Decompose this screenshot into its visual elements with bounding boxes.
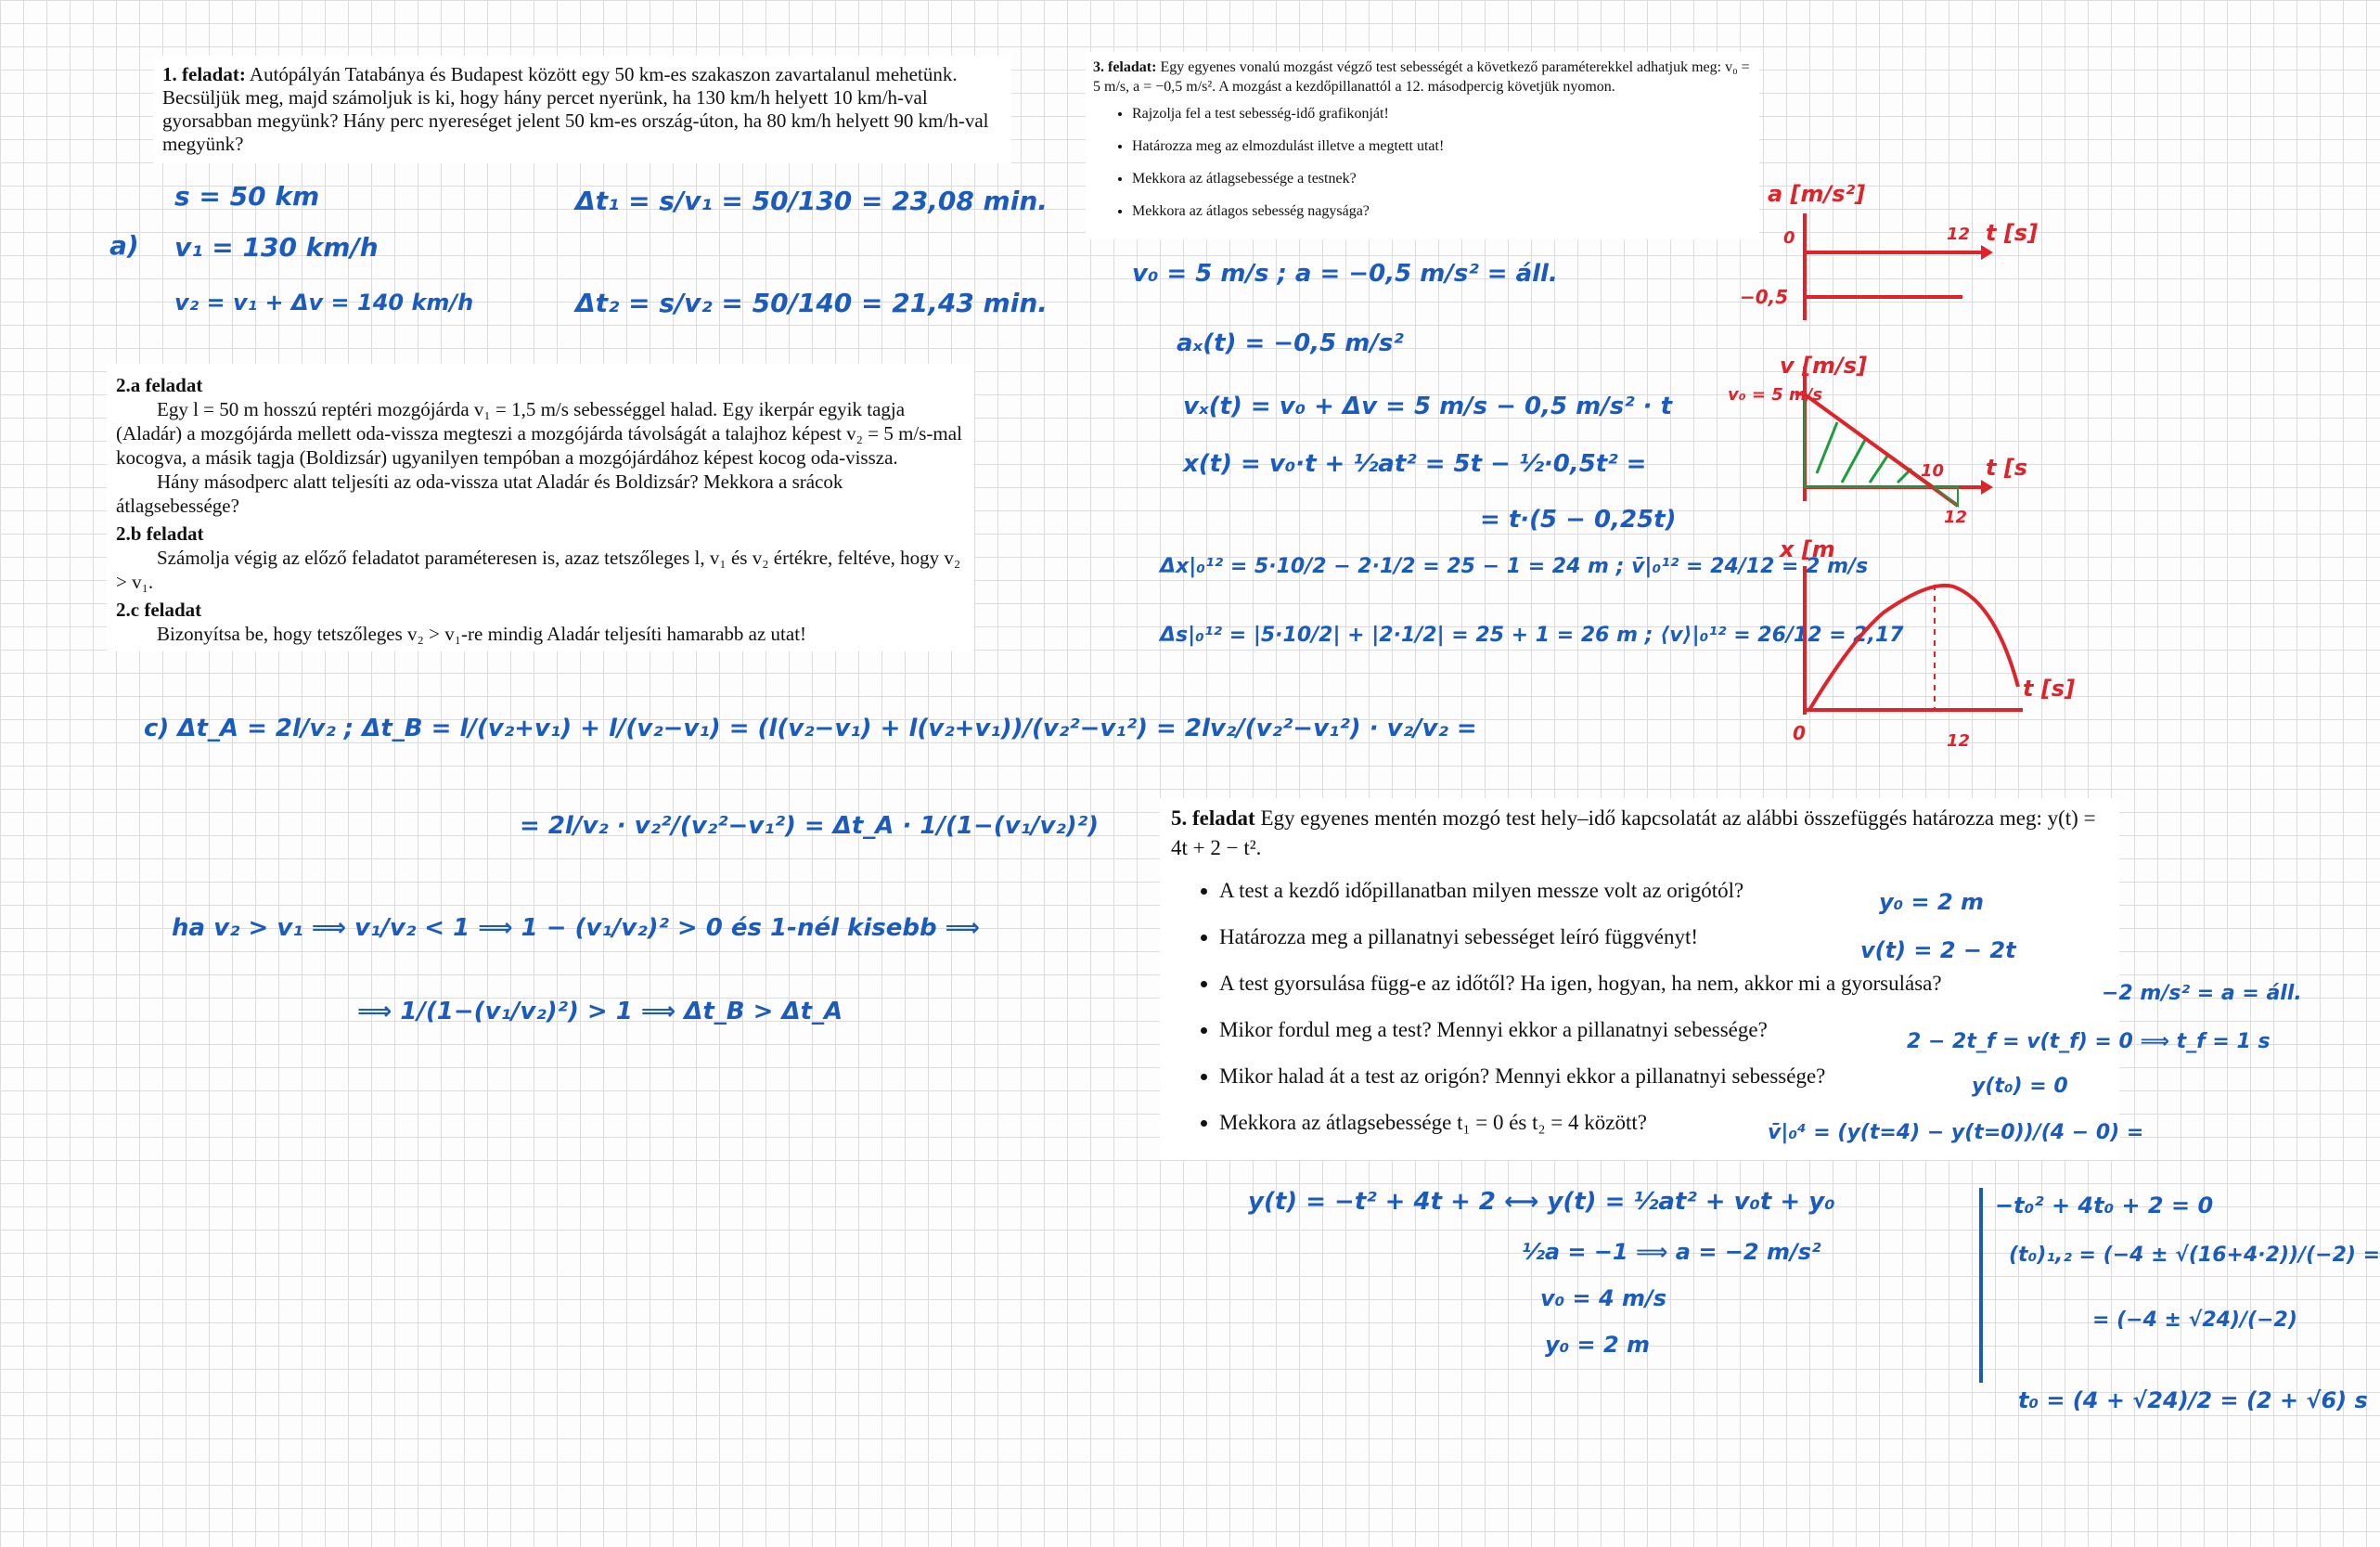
problem-2b-title: 2.b feladat — [116, 522, 204, 545]
x-graph-origin: 0 — [1793, 722, 1806, 744]
note-3-line2: aₓ(t) = −0,5 m/s² — [1177, 329, 1404, 357]
note-2c-line2: = 2l/v₂ · v₂²/(v₂²−v₁²) = Δt_A · 1/(1−(v₁/v₂)²) — [520, 812, 1099, 840]
note-1-s: s = 50 km — [174, 181, 320, 212]
note-1-dt2: Δt₂ = s/v₂ = 50/140 = 21,43 min. — [575, 288, 1048, 318]
v-graph-v0-label: v₀ = 5 m/s — [1728, 385, 1823, 405]
problem-5-title: 5. feladat — [1171, 806, 1255, 830]
problem-5-bullet: • Mekkora az átlagsebessége t₁ = 0 és t₂ = 4 között? — [1219, 1108, 2108, 1138]
problem-5-bullet: • Mikor fordul meg a test? Mennyi ekkor a pillanatnyi sebessége? — [1219, 1015, 2108, 1045]
note-5-ans3: −2 m/s² = a = áll. — [2102, 982, 2302, 1005]
a-graph-axis-label: a [m/s²] — [1768, 181, 1866, 207]
note-5-root3: = (−4 ± √24)/(−2) — [2092, 1309, 2297, 1332]
problem-2a-title: 2.a feladat — [116, 374, 203, 396]
x-graph-axis-label: x [m — [1780, 536, 1835, 562]
note-5-eq3: v₀ = 4 m/s — [1540, 1285, 1667, 1311]
x-graph-t-label: t [s] — [2023, 676, 2076, 702]
note-3-line3: vₓ(t) = v₀ + Δv = 5 m/s − 0,5 m/s² · t — [1183, 393, 1673, 420]
note-5-eq4: y₀ = 2 m — [1545, 1332, 1651, 1358]
note-5-ans4: 2 − 2t_f = v(t_f) = 0 ⟹ t_f = 1 s — [1907, 1030, 2271, 1053]
note-3-line5: = t·(5 − 0,25t) — [1480, 506, 1677, 534]
note-5-root4: t₀ = (4 + √24)/2 = (2 + √6) s — [2018, 1387, 2368, 1413]
problem-3-title: 3. feladat: — [1093, 59, 1157, 75]
note-5-root1: −t₀² + 4t₀ + 2 = 0 — [1995, 1192, 2214, 1218]
x-graph-tick-12: 12 — [1947, 731, 1971, 751]
note-3-line1: v₀ = 5 m/s ; a = −0,5 m/s² = áll. — [1132, 260, 1558, 288]
note-5-ans1: y₀ = 2 m — [1879, 889, 1985, 915]
problem-5-bullet: • A test gyorsulása függ-e az időtől? Ha igen, hogyan, ha nem, akkor mi a gyorsulása? — [1219, 969, 2108, 999]
problem-3-bullet: • Határozza meg az elmozdulást illetve a megtett utat! — [1132, 136, 1752, 156]
problem-5-bullet: • Határozza meg a pillanatnyi sebességet leíró függvényt! — [1219, 922, 2108, 952]
note-3-line6: Δx|₀¹² = 5·10/2 − 2·1/2 = 25 − 1 = 24 m ; v̄|₀¹² = 24/12 = 2 m/s — [1160, 555, 1869, 578]
problem-5-bullet: • Mikor halad át a test az origón? Mennyi ekkor a pillanatnyi sebessége? — [1219, 1062, 2108, 1091]
note-5-ans6: v̄|₀⁴ = (y(t=4) − y(t=0))/(4 − 0) = — [1768, 1121, 2144, 1144]
note-5-root2: (t₀)₁,₂ = (−4 ± √(16+4·2))/(−2) = — [2009, 1244, 2380, 1267]
note-3-line4: x(t) = v₀·t + ½at² = 5t − ½·0,5t² = — [1183, 450, 1647, 478]
note-5-eq1: y(t) = −t² + 4t + 2 ⟷ y(t) = ½at² + v₀t + y₀ — [1248, 1188, 1835, 1216]
note-2c-line4: ⟹ 1/(1−(v₁/v₂)²) > 1 ⟹ Δt_B > Δt_A — [357, 998, 843, 1025]
note-1-a-label: a) — [109, 230, 139, 261]
problem-3-body: Egy egyenes vonalú mozgást végző test sebességét a következő paraméterekkel adhatjuk meg: v₀ = 5 m/s, a = −0,5 m/s². A mozgást a kezdőpillanattól a 12. másodpercig követjük nyomon. — [1093, 59, 1750, 95]
problem-2a-text: Egy l = 50 m hosszú reptéri mozgójárda v₁ = 1,5 m/s sebességgel halad. Egy ikerpár egyik tagja (Aladár) a mozgójárda mellett oda-vissza megteszi a mozgójárda távolságát a talajhoz képest v₂ = 5 m/s-mal kocogva, a másik tagja (Boldizsár) ugyanilyen tempóban a mozgójárdához képest kocog oda-vissza. — [116, 398, 962, 469]
problem-2c-title: 2.c feladat — [116, 599, 202, 621]
v-graph-tick-10: 10 — [1921, 461, 1945, 481]
problem-1-title: 1. feladat: — [162, 63, 246, 85]
note-5-eq2: ½a = −1 ⟹ a = −2 m/s² — [1522, 1239, 1821, 1265]
problem-2c-text: Bizonyítsa be, hogy tetszőleges v₂ > v₁-re mindig Aladár teljesíti hamarabb az utat! — [157, 623, 807, 645]
note-2c-line3: ha v₂ > v₁ ⟹ v₁/v₂ < 1 ⟹ 1 − (v₁/v₂)² > 0 és 1-nél kisebb ⟹ — [172, 914, 980, 942]
v-graph-axis-label: v [m/s] — [1780, 353, 1867, 379]
a-graph-tick-12: 12 — [1947, 225, 1971, 244]
note-1-dt1: Δt₁ = s/v₁ = 50/130 = 23,08 min. — [575, 186, 1048, 216]
problem-5-bullet: • A test a kezdő időpillanatban milyen messze volt az origótól? — [1219, 876, 2108, 906]
note-2c-line1: c) Δt_A = 2l/v₂ ; Δt_B = l/(v₂+v₁) + l/(v₂−v₁) = (l(v₂−v₁) + l(v₂+v₁))/(v₂²−v₁²) = 2lv₂/(v₂²−v₁²) · v₂/v₂ = — [144, 715, 1477, 742]
a-graph-tick-neg: −0,5 — [1740, 286, 1789, 308]
note-5-ans5: y(t₀) = 0 — [1972, 1075, 2068, 1098]
problem-2a-question: Hány másodperc alatt teljesíti az oda-vissza utat Aladár és Boldizsár? Mekkora a srácok átlagsebessége? — [116, 471, 843, 517]
problem-2b-text: Számolja végig az előző feladatot paraméteresen is, azaz tetszőleges l, v₁ és v₂ értékre, feltéve, hogy v₂ > v₁. — [116, 547, 961, 593]
problem-5-body: Egy egyenes mentén mozgó test hely–idő kapcsolatát az alábbi összefüggés határozza meg: y(t) = 4t + 2 − t². — [1171, 806, 2096, 859]
note-1-v2: v₂ = v₁ + Δv = 140 km/h — [174, 290, 474, 316]
note-5-ans2: v(t) = 2 − 2t — [1860, 937, 2016, 963]
v-graph-tick-12: 12 — [1944, 508, 1968, 527]
problem-1-body: Autópályán Tatabánya és Budapest között egy 50 km-es szakaszon zavartalanul mehetünk. Becsüljük meg, majd számoljuk is ki, hogy hány percet nyerünk, ha 130 km/h helyett 10 km/h-val gyorsabban megyünk? Hány perc nyereséget jelent 50 km-es ország-úton, ha 80 km/h helyett 90 km/h-val megyünk? — [162, 63, 989, 155]
note-3-line7: Δs|₀¹² = |5·10/2| + |2·1/2| = 25 + 1 = 26 m ; ⟨v⟩|₀¹² = 26/12 = 2,17 — [1160, 624, 1904, 647]
problem-3-bullet: • Mekkora az átlagsebessége a testnek? — [1132, 169, 1752, 188]
v-graph-t-label: t [s — [1986, 455, 2028, 481]
problem-3-bullet: • Rajzolja fel a test sebesség-idő grafikonját! — [1132, 104, 1752, 123]
a-graph-t-label: t [s] — [1986, 220, 2039, 246]
a-graph-tick-0: 0 — [1783, 228, 1795, 248]
note-1-v1: v₁ = 130 km/h — [174, 232, 379, 263]
problem-3-bullet: • Mekkora az átlagos sebesség nagysága? — [1132, 201, 1752, 221]
